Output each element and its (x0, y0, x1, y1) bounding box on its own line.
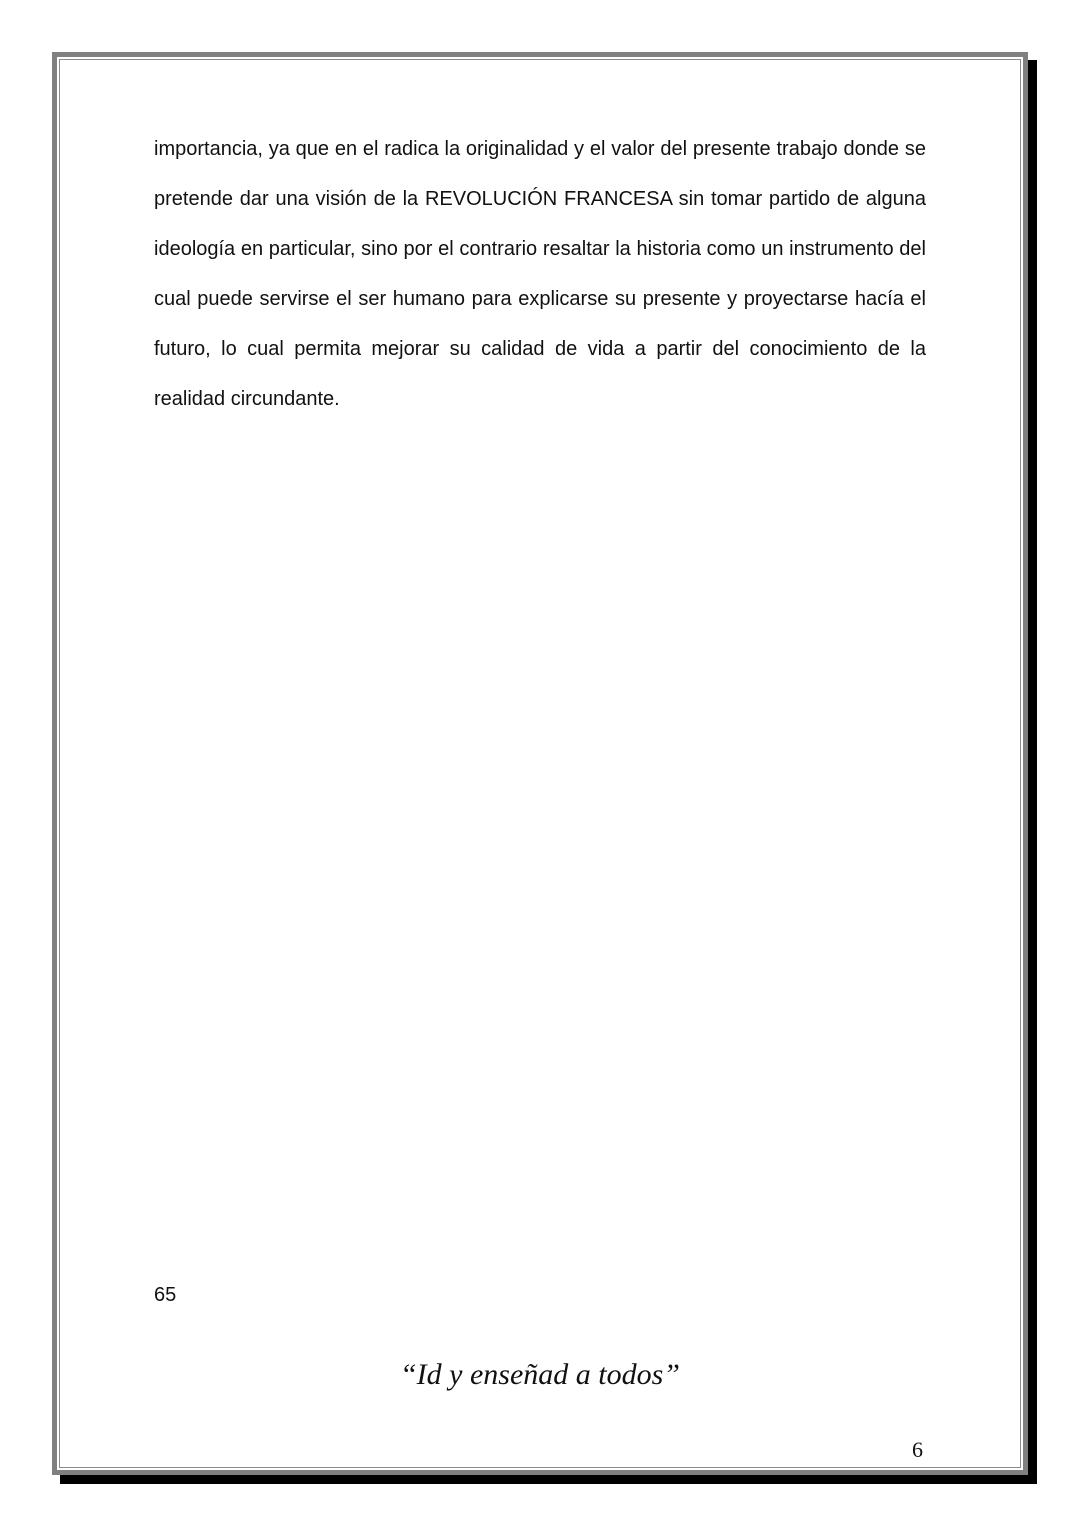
footer-motto: “Id y enseñad a todos” (400, 1358, 680, 1391)
page-number: 6 (912, 1437, 923, 1462)
footnote-number: 65 (154, 1284, 177, 1306)
body-paragraph: importancia, ya que en el radica la originalidad y el valor del presente trabajo donde se pretende dar una visión de la REVOLUCIÓN FRANCESA sin tomar partido de alguna ideología en particular, sino por el contrario resaltar la historia como un instrumento del cual puede servirse el ser humano para explicarse su presente y proyectarse hacía el futuro, lo cual permita mejorar su calidad de vida a partir del conocimiento de la realidad circundante. (154, 138, 926, 410)
body-text (154, 124, 926, 424)
